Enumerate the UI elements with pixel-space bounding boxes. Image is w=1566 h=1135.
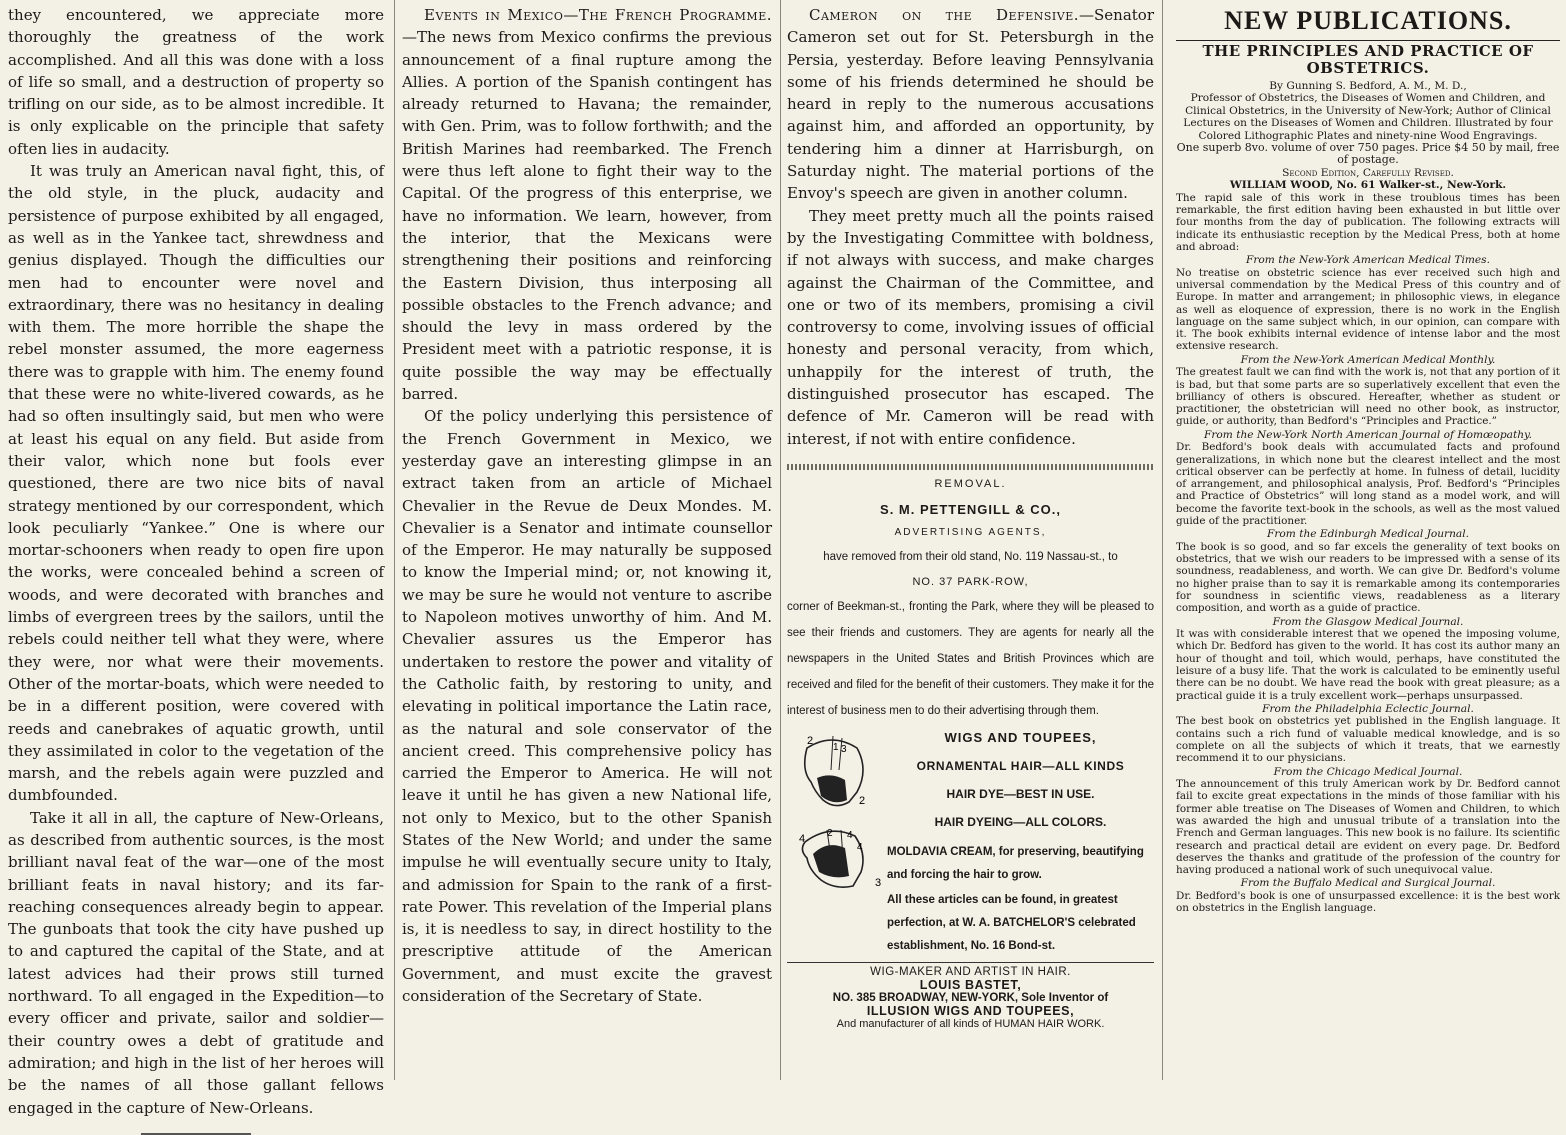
head-diagram-icon [787, 730, 887, 958]
svg-text:4: 4 [857, 841, 863, 853]
svg-text:1: 1 [833, 741, 839, 753]
ad-wigs-line-1: WIGS AND TOUPEES, [944, 729, 1097, 745]
cameron-text: —Senator Cameron set out for St. Petersburgh in the Persia, yesterday. Before leaving Pennsylvania some of his friends determined he should be heard in reply to the numerous accusations against him, and afforded an opportunity, by tendering him a dinner at Harrisburgh, on Saturday night. The material portions of the Envoy's speech are given in another column. [787, 6, 1154, 203]
column-rule-2 [780, 0, 781, 1080]
review-source: From the New-York American Medical Monthly. [1240, 353, 1496, 366]
ad-bastet-address: NO. 385 BROADWAY, NEW-YORK, Sole Inventor of [832, 991, 1109, 1004]
column-rule-1 [394, 0, 395, 1080]
review-text: The greatest fault we can find with the work is, not that any portion of it is bad, but that some parts are so superlatively excellent that even the brilliancy of others is obscured. Hereafter, whether as student or practitioner, the obstetrician will need no other book, as instructor, guide, or authority, than Bedford's “Principles and Practice.” [1176, 366, 1560, 428]
mexico-news-text: —The news from Mexico confirms the previous announcement of a final rupture among the Allies. A portion of the Spanish contingent has already returned to Havana; the remainder, with Gen. Prim, was to follow forthwith; and the British Marines had reembarked. The French were thus left alone to fight their way to the Capital. Of the progress of this enterprise, we have no information. We learn, however, from the interior, that the Mexicans were strengthening their positions and reinforcing the Eastern Division, thus interposing all possible obstacles to the French advance; and should the levy in mass ordered by the President meet with a patriotic response, it is quite possible the way may be effectually barred. [402, 28, 772, 404]
ad-removal-firm: S. M. PETTENGILL & CO., [880, 501, 1061, 517]
ad-bastet [787, 962, 1154, 1030]
ad-wigs-batchelor [787, 730, 1154, 958]
review-source: From the Glasgow Medical Journal. [1272, 615, 1464, 628]
book-title: THE PRINCIPLES AND PRACTICE OF OBSTETRICS. [1176, 40, 1560, 77]
column-rule-3 [1162, 0, 1163, 1080]
book-author-description: Professor of Obstetrics, the Diseases of Women and Children, and Clinical Obstetrics, in the University of New-York; Author of Clinical Lectures on the Diseases of Women and Children. Illustrated by four Colored Lithographic Plates and ninety-nine Wood Engravings. [1183, 92, 1553, 142]
svg-text:2: 2 [807, 734, 814, 747]
book-publisher: WILLIAM WOOD, No. 61 Walker-st., New-York. [1229, 179, 1507, 192]
ad-removal-title: REMOVAL. [934, 477, 1007, 490]
column-cameron-and-ads [783, 0, 1158, 1080]
svg-text:4: 4 [847, 829, 853, 841]
svg-text:4: 4 [799, 832, 806, 845]
ad-wigs-text [887, 730, 1154, 958]
ad-bastet-product: ILLUSION WIGS AND TOUPEES, [866, 1003, 1075, 1018]
paragraph-investigating-committee: They meet pretty much all the points raised by the Investigating Committee with boldness, if not always with success, and make charges against the Chairman of the Committee, and one or two of its members, promising a civil controversy to come, involving issues of official honesty and personal veracity, from which, unhappily for the interest of truth, the distinguished prosecutor has escaped. The defence of Mr. Cameron will be read with interest, if not with entire confidence. [787, 206, 1154, 448]
ad-separator [787, 464, 1154, 470]
ad-bastet-name: LOUIS BASTET, [919, 977, 1022, 992]
paragraph-cameron [787, 4, 1154, 205]
review-text: It was with considerable interest that we opened the imposing volume, which Dr. Bedford has given to the world. It has cost its author many an hour of thought and toil, which would, perhaps, have constituted the leisure of a busy life. That the work is calculated to be eminently useful there can be no doubt. We have read the book with great pleasure; as a practical guide it is a truly excellent work—perhaps unsurpassed. [1176, 628, 1560, 702]
paragraph-mexico-news [402, 4, 772, 405]
paragraph-opening: they encountered, we appreciate more thoroughly the greatness of the work accomplished. And all this was done with a loss of life so small, and a destruction of property so trifling on our side, as to be almost incredible. It is only explicable on the principle that safety often lies in audacity. [8, 6, 384, 158]
review-source: From the Edinburgh Medical Journal. [1267, 528, 1469, 541]
book-author: By Gunning S. Bedford, A. M., M. D., [1269, 80, 1467, 92]
column-new-publications [1168, 0, 1564, 1080]
reviews-list [1176, 254, 1560, 914]
svg-text:3: 3 [841, 743, 847, 755]
review-text: Dr. Bedford's book is one of unsurpassed excellence: it is the best work on obstetrics in the English language. [1176, 889, 1560, 915]
ad-bastet-manufacturer: And manufacturer of all kinds of HUMAN HAIR WORK. [836, 1017, 1105, 1030]
heading-events-in-mexico: Events in Mexico—The French Programme. [424, 6, 772, 24]
section-title: NEW PUBLICATIONS. [1224, 6, 1512, 35]
ad-wigs-line-3: HAIR DYE—BEST IN USE. [946, 786, 1095, 801]
svg-text:2: 2 [859, 794, 866, 807]
paragraph-french-policy: Of the policy underlying this persistence of the French Government in Mexico, we yesterday gave an interesting glimpse in an extract taken from an article of Michael Chevalier in the Revue de Deux Mondes. M. Chevalier is a Senator and intimate counsellor of the Emperor. He may naturally be supposed to know the Imperial mind; or, not knowing it, we may be sure he would not venture to ascribe to Napoleon motives unworthy of him. And M. Chevalier assures us the Emperor has undertaken to restore the power and vitality of the Catholic faith, by restoring to unity, and elevating in political importance the Latin race, as the natural and sole conservator of the ancient creed. This comprehensive policy has carried the Emperor to America. He will not leave it until he has given a new National life, not only to Mexico, but to the other Spanish States of the New World; and under the same impulse he will eventually secure unity to Italy, and admission for Spain to the rank of a first-rate Power. This revelation of the Imperial plans is, it is needless to say, in direct hostility to the prescriptive attitude of the American Government, and must excite the gravest consideration of the Secretary of State. [402, 407, 772, 1006]
ad-removal-body: corner of Beekman-st., fronting the Park, where they will be pleased to see their friends and customers. They are agents for nearly all the newspapers in the United States and British Provinces which are received and filed for the benefit of their customers. They make it for the interest of business men to do their advertising through them. [787, 600, 1154, 717]
column-naval-article [0, 0, 390, 1117]
review-source: From the Buffalo Medical and Surgical Journal. [1240, 877, 1496, 890]
review-text: Dr. Bedford's book deals with accumulated facts and profound generalizations, in which none but the clearest intellect and the most critical observer can be perfectly at home. In fulness of detail, lucidity of arrangement, and philosophical analysis, Prof. Bedford's “Principles and Practice of Obstetrics” will long stand as a model work, and will become the favorite text-book in the schools, as well as the most valued guide of the practitioner. [1176, 441, 1560, 527]
review-source: From the Chicago Medical Journal. [1273, 765, 1463, 778]
book-price: One superb 8vo. volume of over 750 pages. Price $4 50 by mail, free of postage. [1176, 141, 1560, 167]
review-text: The book is so good, and so far excels the generality of text books on obstetrics, that we wish our readers to be impressed with a sense of its soundness, readableness, and worth. We can give Dr. Bedford's volume no higher praise than to say it is remarkable among its contemporaries for soundness in scientific views, readableness as a literary composition, and worth as a guide of practice. [1176, 540, 1560, 615]
paragraph-naval-fight: It was truly an American naval fight, this, of the old style, in the pluck, audacity and persistence of purpose exhibited by all engaged, as well as in the Yankee tact, shrewdness and genius displayed. Though the difficulties our men had to encounter were novel and extraordinary, there was no hesitancy in dealing with them. The more horrible the shape the rebel monster assumed, the more eagerness there was to grapple with him. The enemy found that these were no white-livered cowards, as he had so often insultingly said, but men who were at least his equal on any field. But aside from their valor, which none but fools ever questioned, there are two nice bits of naval strategy mentioned by our correspondent, which look peculiarly “Yankee.” One is where our mortar-schooners when ready to open fire upon the works, were concealed behind a screen of woods, and were decorated with branches and limbs of evergreen trees by the sailors, until the rebels could neither tell what they were, where they were, nor what were their movements. Other of the mortar-boats, which were needed to be in a different position, were covered with reeds and canebrakes of aquatic growth, until they assimilated in color to the vegetation of the marsh, and the rebels again were puzzled and dumbfounded. [8, 162, 384, 805]
column-mexico-article [398, 0, 778, 1080]
svg-text:3: 3 [875, 876, 882, 889]
ad-wigs-line-4: HAIR DYEING—ALL COLORS. [934, 814, 1107, 829]
ad-wigs-line-2: ORNAMENTAL HAIR—ALL KINDS [916, 758, 1125, 773]
ad-wigs-line-5: MOLDAVIA CREAM, for preserving, beautifying and forcing the hair to grow. [887, 845, 1144, 881]
review-text: No treatise on obstetric science has ever received such high and universal commendation by the Medical Press of this country and of Europe. In matter and arrangement; in philosophic views, in elegance as well as eloquence of expression, there is no work in the English language on the same subject which, in our opinion, can compare with it. The book exhibits internal evidence of intense labor and the most extensive research. [1176, 266, 1560, 353]
ad-removal-address: NO. 37 PARK-ROW, [912, 575, 1029, 588]
review-source: From the New-York North American Journal of Homœopathy. [1204, 428, 1532, 441]
book-intro: The rapid sale of this work in these troublous times has been remarkable, the first edition having been exhausted in but little over four months from the day of publication. The following extracts will indicate its enthusiastic reception by the Medical Press, both at home and abroad: [1176, 191, 1560, 253]
book-edition: Second Edition, Carefully Revised. [1282, 166, 1454, 179]
ad-removal-old-stand: have removed from their old stand, No. 119 Nassau-st., to [823, 550, 1118, 563]
review-text: The announcement of this truly American work by Dr. Bedford cannot fail to excite great expectations in the minds of those familiar with his former able treatise on The Diseases of Women and Children, to which was awarded the high and unusual tribute of a translation into the French and German languages. This new book is no failure. Its scientific research and practical detail are evident on every page. Dr. Bedford deserves the thanks and gratitude of the profession of the country for having produced a national work of such unequivocal value. [1176, 778, 1560, 877]
ad-wigs-line-6: All these articles can be found, in greatest perfection, at W. A. BATCHELOR'S celebrated establishment, No. 16 Bond-st. [887, 893, 1136, 952]
svg-text:2: 2 [827, 827, 833, 839]
ad-bastet-line-1: WIG-MAKER AND ARTIST IN HAIR. [870, 965, 1071, 978]
ad-removal-pettengill [787, 478, 1154, 724]
paragraph-conclusion: Take it all in all, the capture of New-Orleans, as described from authentic sources, is the most brilliant naval feat of the war—one of the most brilliant feats in naval history; and its far-reaching consequences already begin to appear. The gunboats that took the city have pushed up to and captured the capital of the State, and at latest advices had their prows still turned northward. To all engaged in the Expedition—to every officer and private, sailor and soldier—their country owes a debt of gratitude and admiration; and high in the list of her heroes will be the names of all those gallant fellows engaged in the capture of New-Orleans. [8, 808, 384, 1117]
review-text: The best book on obstetrics yet published in the English language. It contains such a rich fund of valuable medical knowledge, and is so complete on all the subjects of which it treats, that we earnestly recommend it to our physicians. [1176, 715, 1560, 765]
review-source: From the Philadelphia Eclectic Journal. [1262, 702, 1474, 715]
ad-removal-trade: ADVERTISING AGENTS, [894, 526, 1047, 538]
review-source: From the New-York American Medical Times. [1246, 254, 1490, 267]
heading-cameron: Cameron on the Defensive. [809, 6, 1079, 24]
